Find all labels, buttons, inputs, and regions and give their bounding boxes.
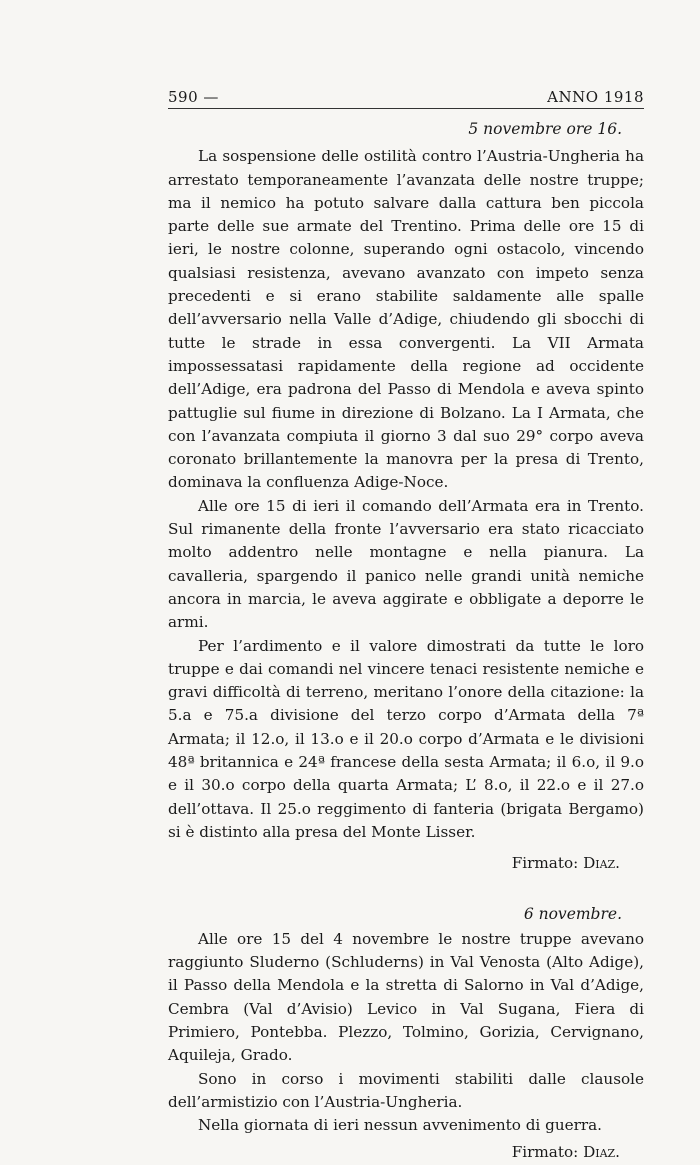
dateline-5-novembre: 5 novembre ore 16. [468,120,622,138]
bulletin-paragraph-4: Alle ore 15 del 4 novembre le nostre truppe avevano raggiunto Sluderno (Schluderns) in Val Venosta (Alto Adige), il Passo della Mendola e la stretta di Salorno in Val d’Adige, Cembra (Val d’Avisio) Levico in Val Sugana, Fiera di Primiero, Pontebba. Plezzo, Tolmino, Gorizia, Cervignano, Aquileja, Grado. [168,929,644,1065]
signature-label: Firmato: [511,1143,579,1162]
signature-name: Diaz. [583,854,620,873]
bulletin-paragraph-2: Alle ore 15 di ieri il comando dell’Armata era in Trento. Sul rimanente della fronte l’avversario era stato ricacciato molto addentro nelle montagne e nella pianura. La cavalleria, spargendo il panico nelle grandi unità nemiche ancora in marcia, le aveva aggirate e obbligate a deporre le armi. [168,496,644,632]
signature-label: Firmato: [511,854,579,873]
signature-name: Diaz. [583,1143,620,1162]
bulletin-paragraph-3: Per l’ardimento e il valore dimostrati da tutte le loro truppe e dai comandi nel vincere tenaci resistente nemiche e gravi difficoltà di terreno, meritano l’onore della citazione: la 5.a e 75.a divisione del terzo corpo d’Armata della 7ª Armata; il 12.o, il 13.o e il 20.o corpo d’Armata e le divisioni 48ª britannica e 24ª francese della sesta Armata; il 6.o, il 9.o e il 30.o corpo della quarta Armata; L’ 8.o, il 22.o e il 27.o dell’ottava. Il 25.o reggimento di fanteria (brigata Bergamo) si è distinto alla presa del Monte Lisser. [168,636,644,841]
running-title: ANNO 1918 [547,88,644,106]
page-number: 590 — [168,88,219,106]
page-body [168,118,644,1165]
signature-1 [168,852,644,875]
header-rule [168,108,644,109]
signature-2 [168,1141,644,1164]
dateline-6-novembre: 6 novembre. [523,904,622,923]
bulletin-paragraph-5: Sono in corso i movimenti stabiliti dalle clausole dell’armistizio con l’Austria-Ungheria. [168,1069,644,1111]
page-header [168,88,644,106]
bulletin-paragraph-1: La sospensione delle ostilità contro l’Austria-Ungheria ha arrestato temporaneamente l’avanzata delle nostre truppe; ma il nemico ha potuto salvare dalla cattura ben piccola parte delle sue armate del Trentino. Prima delle ore 15 di ieri, le nostre colonne, superando ogni ostacolo, vincendo qualsiasi resistenza, avevano avanzato con impeto senza precedenti e si erano stabilite saldamente alle spalle dell’avversario nella Valle d’Adige, chiudendo gli sbocchi di tutte le strade in essa convergenti. La VII Armata impossessatasi rapidamente della regione ad occidente dell’Adige, era padrona del Passo di Mendola e aveva spinto pattuglie sul fiume in direzione di Bolzano. La I Armata, che con l’avanzata compiuta il giorno 3 dal suo 29° corpo aveva coronato brillantemente la manovra per la presa di Trento, dominava la confluenza Adige-Noce. [168,147,644,492]
bulletin-paragraph-6: Nella giornata di ieri nessun avvenimento di guerra. [198,1116,603,1135]
